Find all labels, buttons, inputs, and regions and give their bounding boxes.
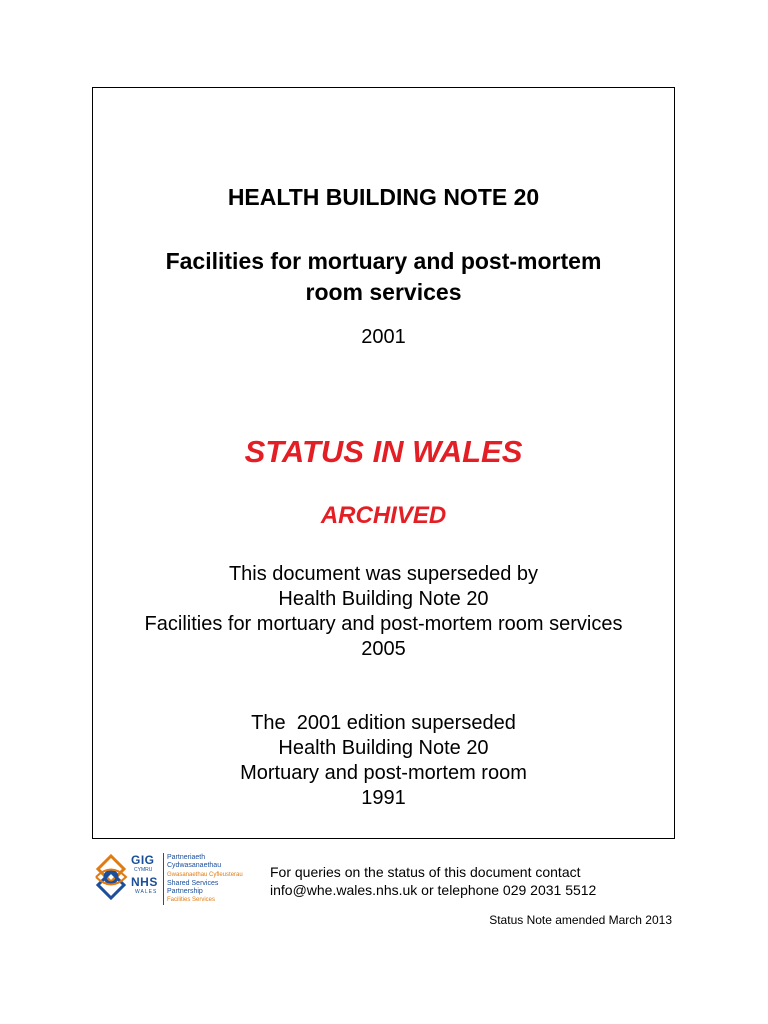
logo-text-line: Partneriaeth bbox=[167, 854, 206, 861]
subtitle-line-1: Facilities for mortuary and post-mortem bbox=[165, 248, 602, 274]
superseded-by-line: This document was superseded by bbox=[228, 563, 539, 585]
supersedes-line: The 2001 edition superseded bbox=[251, 712, 516, 734]
document-title: HEALTH BUILDING NOTE 20 bbox=[227, 184, 540, 210]
logo-divider bbox=[163, 853, 164, 905]
logo-text-line: Cydwasanaethau bbox=[167, 862, 222, 869]
document-year: 2001 bbox=[361, 326, 406, 348]
cover-frame bbox=[92, 87, 675, 839]
superseded-by-line: Facilities for mortuary and post-mortem room services bbox=[144, 613, 623, 635]
logo-text-line: Gwasanaethau Cyfleusterau bbox=[167, 872, 243, 878]
logo-text-line: Partnership bbox=[167, 888, 203, 895]
logo-wales: WALES bbox=[135, 889, 158, 895]
supersedes-line: Mortuary and post-mortem room bbox=[240, 762, 527, 784]
status-heading: STATUS IN WALES bbox=[244, 434, 523, 469]
supersedes-line: Health Building Note 20 bbox=[278, 737, 489, 759]
logo-cymru: CYMRU bbox=[134, 867, 153, 873]
supersedes-block bbox=[93, 711, 674, 811]
document-subtitle bbox=[93, 246, 674, 308]
logo-text-line: Shared Services bbox=[167, 880, 219, 887]
superseded-by-line: Health Building Note 20 bbox=[278, 588, 489, 610]
contact-line-1: For queries on the status of this document contact bbox=[270, 864, 581, 880]
status-note: Status Note amended March 2013 bbox=[489, 913, 672, 927]
status-value: ARCHIVED bbox=[320, 502, 447, 529]
contact-line-2: info@whe.wales.nhs.uk or telephone 029 2031 5512 bbox=[270, 882, 597, 898]
celtic-knot-icon bbox=[92, 852, 130, 902]
subtitle-line-2: room services bbox=[305, 279, 462, 305]
logo-gig: GIG bbox=[131, 853, 155, 867]
contact-info bbox=[270, 863, 596, 899]
supersedes-line: 1991 bbox=[361, 787, 406, 809]
nhs-wales-shared-services-logo bbox=[92, 852, 268, 906]
superseded-by-block bbox=[93, 562, 674, 662]
logo-nhs: NHS bbox=[131, 875, 158, 889]
logo-text-line: Facilities Services bbox=[167, 897, 216, 903]
superseded-by-line: 2005 bbox=[361, 638, 406, 660]
